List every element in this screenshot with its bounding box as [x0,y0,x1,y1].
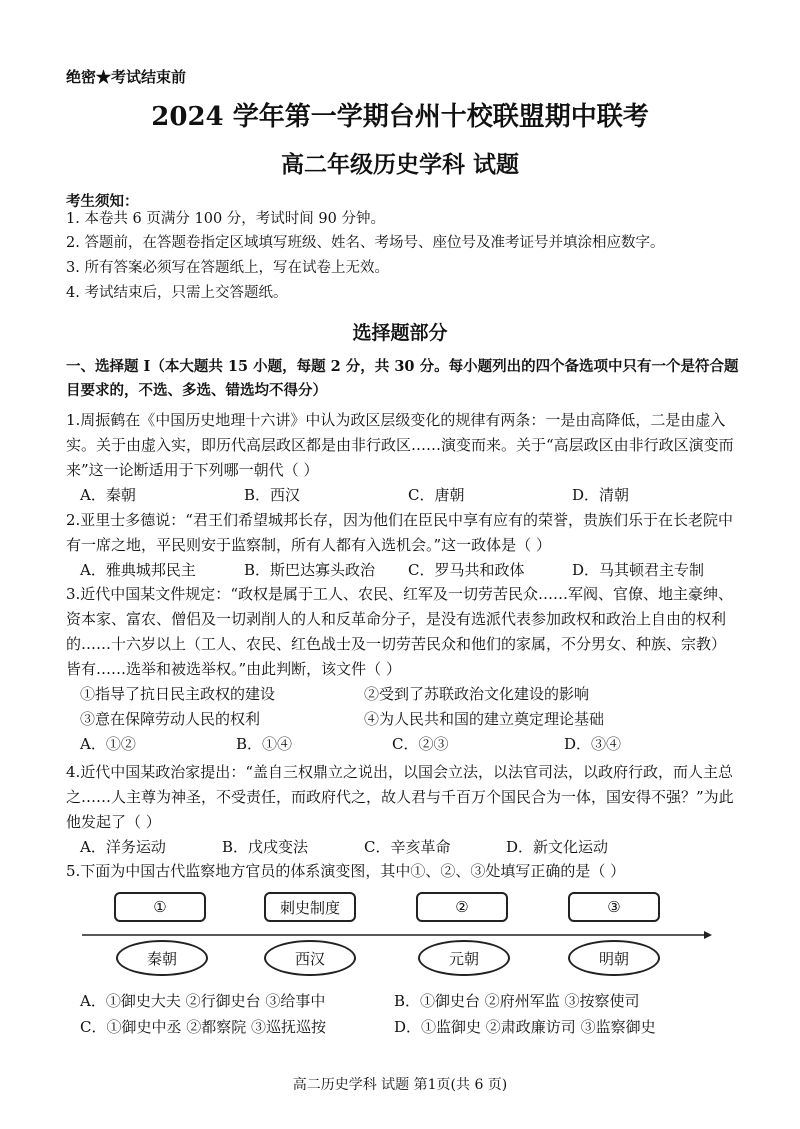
era-yuan: 元朝 [418,940,510,976]
option-d: D．③④ [564,735,622,753]
option-c: C．唐朝 [408,486,465,504]
exam-title: 2024 学年第一学期台州十校联盟期中联考 [151,102,649,132]
option-d: D．新文化运动 [506,838,609,856]
section-title: 选择题部分 [352,322,448,344]
option-a: A．①② [80,735,136,753]
statement-1: ①指导了抗日民主政权的建设 [80,685,276,703]
statement-4: ④为人民共和国的建立奠定理论基础 [364,710,605,728]
option-d: D．①监御史 ②肃政廉访司 ③监察御史 [394,1018,656,1036]
option-b: B．斯巴达寡头政治 [244,561,376,579]
notice-heading: 考生须知： [66,193,139,210]
option-a: A．①御史大夫 ②行御史台 ③给事中 [80,992,326,1010]
diagram-box-1: ① [114,892,206,922]
era-xihan: 西汉 [264,940,356,976]
diagram-box-2: 刺史制度 [264,892,356,922]
option-c: C．罗马共和政体 [408,561,525,579]
part-instructions: 一、选择题 I（本大题共 15 小题，每题 2 分，共 30 分。每小题列出的四个备选项中只有一个是符合题目要求的，不选、多选、错选均不得分） [66,358,739,399]
statement-2: ②受到了苏联政治文化建设的影响 [364,685,590,703]
option-d: D．清朝 [572,486,630,504]
option-a: A．洋务运动 [80,838,166,856]
page-footer: 高二历史学科 试题 第1页(共 6 页) [292,1077,508,1093]
era-ming: 明朝 [568,940,660,976]
exam-subtitle: 高二年级历史学科 试题 [280,151,519,178]
option-b: B．①御史台 ②府州军监 ③按察使司 [394,992,640,1010]
question-stem: 3.近代中国某文件规定：“政权是属于工人、农民、红军及一切劳苦民众……军阀、官僚、地主豪绅、资本家、富农、僧侣及一切剥削人的人和反革命分子，是没有选派代表参加政权和政治上自由的权利的……十六岁以上（工人、农民、红色战士及一切劳苦民众和他们的家属，不分男女、种族、宗教）皆有……选举和被选举权。”由此判断，该文件（ ） [66,585,733,678]
diagram-box-3: ② [416,892,508,922]
option-b: B．戊戌变法 [222,838,309,856]
option-b: B．西汉 [244,486,301,504]
era-qin: 秦朝 [116,940,208,976]
option-c: C．辛亥革命 [364,838,451,856]
option-c: C．①御史中丞 ②都察院 ③巡抚巡按 [80,1018,327,1036]
question-stem: 4.近代中国某政治家提出：“盖自三权鼎立之说出，以国会立法，以法官司法，以政府行政，而人主总之……人主尊为神圣，不受责任，而政府代之，故人君与千百万个国民合为一体，国安得不强？”为此他发起了（ ） [66,763,734,831]
question-stem: 2.亚里士多德说：“君王们希望城邦长存，因为他们在臣民中享有应有的荣誉，贵族们乐于在长老院中有一席之地，平民则安于监察制，所有人都有入选机会。”这一政体是（ ） [66,511,733,554]
option-b: B．①④ [236,735,293,753]
statement-3: ③意在保障劳动人民的权利 [80,710,261,728]
option-a: A．秦朝 [80,486,136,504]
notice-item: 2. 答题前，在答题卷指定区域填写班级、姓名、考场号、座位号及准考证号并填涂相应数字。 [66,235,665,251]
diagram-box-4: ③ [568,892,660,922]
option-c: C．②③ [392,735,449,753]
question-stem: 1.周振鹤在《中国历史地理十六讲》中认为政区层级变化的规律有两条：一是由高降低，二是由虚入实。关于由虚入实，即历代高层政区都是由非行政区……演变而来。关于“高层政区由非行政区演变而来”这一论断适用于下列哪一朝代（ ） [66,411,734,479]
option-a: A．雅典城邦民主 [80,561,196,579]
option-d: D．马其顿君主专制 [572,561,705,579]
notice-item: 4. 考试结束后，只需上交答题纸。 [66,285,288,301]
secret-label: 绝密★考试结束前 [66,68,187,86]
notice-item: 3. 所有答案必须写在答题纸上，写在试卷上无效。 [66,260,389,276]
notice-item: 1. 本卷共 6 页满分 100 分，考试时间 90 分钟。 [66,211,385,227]
question-5-stem: 5.下面为中国古代监察地方官员的体系演变图，其中①、②、③处填写正确的是（ ） [66,862,626,880]
